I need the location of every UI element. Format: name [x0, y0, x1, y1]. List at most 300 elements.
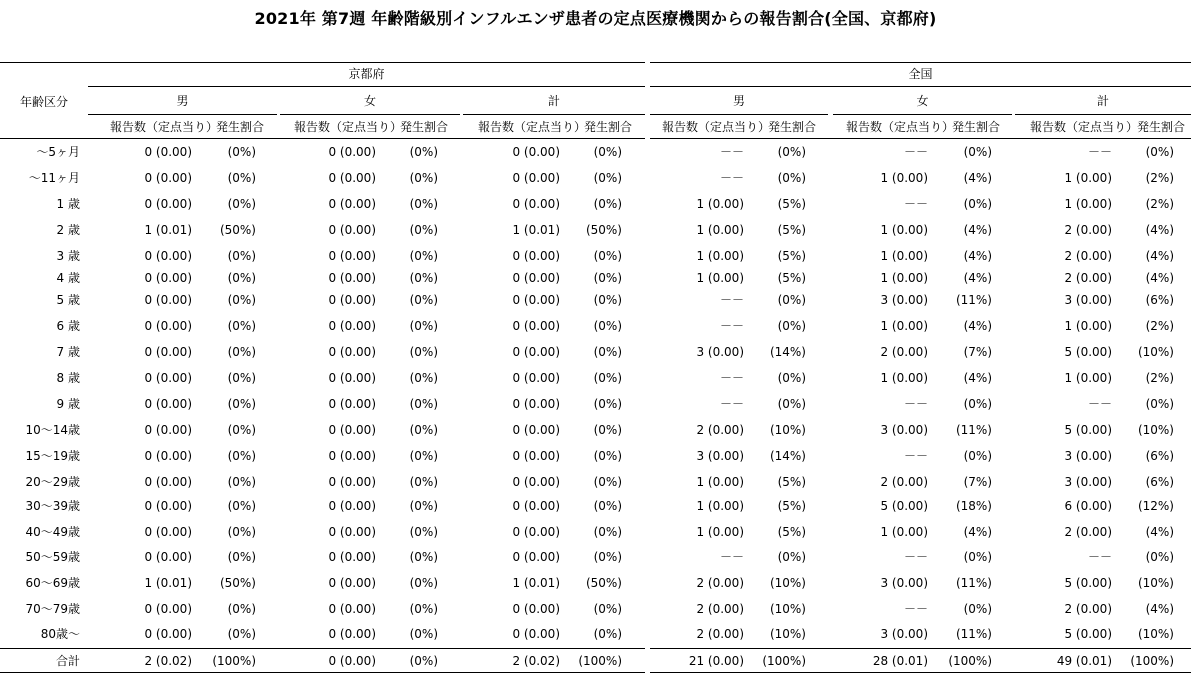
table-row-age-label: 6 歳 — [56, 319, 80, 333]
sex-underline — [833, 114, 1012, 115]
table-row-age-label: 4 歳 — [56, 271, 80, 285]
report-rate: (0%) — [593, 371, 622, 385]
report-rate: (10%) — [1137, 423, 1174, 437]
report-rate: (10%) — [769, 576, 806, 590]
table-row-age-label: 〜5ヶ月 — [36, 145, 80, 159]
report-count: －－ — [903, 602, 928, 616]
rate-column-header: 発生割合 — [952, 120, 1001, 134]
region-underline — [88, 86, 645, 87]
report-count: 3 (0.00) — [1064, 475, 1112, 489]
report-rate: (4%) — [1145, 525, 1174, 539]
sex-header: 女 — [363, 94, 376, 108]
report-rate: (0%) — [227, 345, 256, 359]
report-rate: (5%) — [777, 197, 806, 211]
report-rate: (100%) — [578, 654, 622, 668]
report-count: 0 (0.00) — [328, 627, 376, 641]
report-count: 0 (0.00) — [144, 171, 192, 185]
table-row-age-label: 1 歳 — [56, 197, 80, 211]
report-rate: (0%) — [227, 475, 256, 489]
report-count: 0 (0.00) — [328, 345, 376, 359]
report-count: 2 (0.00) — [880, 345, 928, 359]
report-count: 0 (0.00) — [328, 576, 376, 590]
report-rate: (2%) — [1145, 197, 1174, 211]
sex-header: 女 — [916, 94, 929, 108]
report-rate: (0%) — [227, 145, 256, 159]
report-rate: (0%) — [593, 271, 622, 285]
sex-header: 計 — [1096, 94, 1109, 108]
rate-column-header: 発生割合 — [768, 120, 817, 134]
table-row-age-label: 70〜79歳 — [25, 602, 80, 616]
report-count: 0 (0.00) — [328, 223, 376, 237]
report-count: 3 (0.00) — [880, 627, 928, 641]
report-rate: (0%) — [593, 627, 622, 641]
report-count: 0 (0.00) — [512, 397, 560, 411]
report-count: 0 (0.00) — [328, 293, 376, 307]
table-row-age-label: 2 歳 — [56, 223, 80, 237]
report-count: 0 (0.00) — [512, 145, 560, 159]
sex-underline — [650, 114, 828, 115]
report-count: 3 (0.00) — [880, 293, 928, 307]
table-row-age-label: 7 歳 — [56, 345, 80, 359]
table-row-age-label: 5 歳 — [56, 293, 80, 307]
report-rate: (0%) — [227, 499, 256, 513]
report-count: 0 (0.00) — [512, 525, 560, 539]
report-count: 0 (0.00) — [512, 171, 560, 185]
report-rate: (2%) — [1145, 171, 1174, 185]
report-rate: (100%) — [762, 654, 806, 668]
report-rate: (4%) — [963, 371, 992, 385]
report-count: －－ — [719, 371, 744, 385]
total-row-age-label: 合計 — [55, 654, 80, 668]
table-row-age-label: 50〜59歳 — [25, 550, 80, 564]
report-rate: (4%) — [963, 271, 992, 285]
report-rate: (0%) — [227, 423, 256, 437]
count-column-header: 報告数（定点当り） — [846, 120, 955, 134]
report-count: 0 (0.00) — [512, 602, 560, 616]
report-rate: (12%) — [1137, 499, 1174, 513]
report-rate: (0%) — [593, 171, 622, 185]
report-rate: (0%) — [409, 319, 438, 333]
report-count: 0 (0.00) — [512, 345, 560, 359]
report-count: 1 (0.00) — [696, 525, 744, 539]
bottom-rule — [650, 672, 1191, 673]
report-rate: (0%) — [409, 525, 438, 539]
report-rate: (0%) — [227, 319, 256, 333]
report-count: 0 (0.00) — [144, 371, 192, 385]
header-bottom-rule — [0, 138, 645, 139]
sex-underline — [463, 114, 645, 115]
report-rate: (0%) — [777, 397, 806, 411]
report-count: 0 (0.00) — [512, 249, 560, 263]
report-count: 2 (0.00) — [1064, 271, 1112, 285]
report-rate: (6%) — [1145, 475, 1174, 489]
report-rate: (5%) — [777, 499, 806, 513]
report-rate: (0%) — [227, 197, 256, 211]
report-count: 0 (0.00) — [144, 627, 192, 641]
report-count: 0 (0.00) — [144, 475, 192, 489]
report-count: 3 (0.00) — [696, 449, 744, 463]
report-rate: (0%) — [409, 197, 438, 211]
report-count: 1 (0.00) — [696, 249, 744, 263]
report-count: 1 (0.00) — [696, 271, 744, 285]
report-count: 0 (0.00) — [512, 550, 560, 564]
report-count: 0 (0.00) — [144, 397, 192, 411]
report-rate: (2%) — [1145, 319, 1174, 333]
report-rate: (4%) — [963, 171, 992, 185]
report-count: －－ — [1087, 397, 1112, 411]
report-count: 5 (0.00) — [1064, 576, 1112, 590]
report-rate: (0%) — [409, 550, 438, 564]
count-column-header: 報告数（定点当り） — [478, 120, 587, 134]
report-rate: (100%) — [948, 654, 992, 668]
table-row-age-label: 20〜29歳 — [25, 475, 80, 489]
table-row-age-label: 9 歳 — [56, 397, 80, 411]
report-rate: (0%) — [777, 171, 806, 185]
report-rate: (0%) — [777, 371, 806, 385]
report-count: 0 (0.00) — [144, 602, 192, 616]
report-count: 5 (0.00) — [1064, 627, 1112, 641]
report-rate: (0%) — [777, 293, 806, 307]
sex-header: 男 — [732, 94, 745, 108]
report-count: －－ — [903, 197, 928, 211]
report-rate: (0%) — [963, 397, 992, 411]
report-count: －－ — [1087, 145, 1112, 159]
report-count: 1 (0.00) — [696, 499, 744, 513]
report-rate: (0%) — [409, 223, 438, 237]
report-rate: (0%) — [1145, 550, 1174, 564]
report-rate: (10%) — [769, 602, 806, 616]
report-count: 0 (0.00) — [144, 197, 192, 211]
report-count: 1 (0.00) — [1064, 197, 1112, 211]
report-rate: (0%) — [227, 602, 256, 616]
table-row-age-label: 10〜14歳 — [25, 423, 80, 437]
report-count: 1 (0.00) — [880, 319, 928, 333]
report-rate: (0%) — [227, 371, 256, 385]
report-rate: (0%) — [409, 171, 438, 185]
table-row-age-label: 40〜49歳 — [25, 525, 80, 539]
report-rate: (100%) — [212, 654, 256, 668]
report-rate: (4%) — [1145, 223, 1174, 237]
report-count: 2 (0.00) — [696, 423, 744, 437]
rate-column-header: 発生割合 — [216, 120, 265, 134]
report-count: 5 (0.00) — [1064, 345, 1112, 359]
report-count: 0 (0.00) — [144, 550, 192, 564]
report-count: 0 (0.00) — [328, 171, 376, 185]
header-bottom-rule — [650, 138, 1191, 139]
table-row-age-label: 80歳〜 — [40, 627, 80, 641]
report-count: －－ — [903, 550, 928, 564]
report-count: －－ — [719, 171, 744, 185]
report-rate: (0%) — [409, 249, 438, 263]
report-count: 0 (0.00) — [512, 449, 560, 463]
report-rate: (4%) — [1145, 271, 1174, 285]
report-rate: (0%) — [1145, 145, 1174, 159]
report-rate: (4%) — [963, 525, 992, 539]
report-rate: (11%) — [955, 423, 992, 437]
report-count: 1 (0.00) — [696, 197, 744, 211]
region-header: 全国 — [908, 67, 933, 81]
report-rate: (10%) — [769, 627, 806, 641]
report-count: －－ — [719, 145, 744, 159]
report-rate: (0%) — [593, 145, 622, 159]
report-rate: (0%) — [593, 293, 622, 307]
report-count: 3 (0.00) — [1064, 449, 1112, 463]
report-count: 1 (0.00) — [880, 371, 928, 385]
report-rate: (0%) — [227, 271, 256, 285]
report-rate: (5%) — [777, 475, 806, 489]
report-rate: (0%) — [593, 345, 622, 359]
report-count: 3 (0.00) — [880, 423, 928, 437]
report-rate: (0%) — [409, 654, 438, 668]
table-row-age-label: 60〜69歳 — [25, 576, 80, 590]
report-rate: (0%) — [227, 171, 256, 185]
report-rate: (0%) — [593, 423, 622, 437]
rate-column-header: 発生割合 — [584, 120, 633, 134]
report-count: 2 (0.00) — [880, 475, 928, 489]
report-rate: (0%) — [593, 475, 622, 489]
count-column-header: 報告数（定点当り） — [294, 120, 403, 134]
total-top-rule — [0, 648, 645, 649]
report-rate: (0%) — [963, 197, 992, 211]
report-rate: (4%) — [1145, 602, 1174, 616]
report-rate: (4%) — [963, 319, 992, 333]
report-rate: (0%) — [593, 525, 622, 539]
report-count: 0 (0.00) — [512, 475, 560, 489]
report-rate: (50%) — [585, 576, 622, 590]
report-rate: (0%) — [409, 371, 438, 385]
report-rate: (0%) — [409, 576, 438, 590]
report-rate: (0%) — [409, 423, 438, 437]
report-rate: (0%) — [593, 397, 622, 411]
report-count: 2 (0.00) — [1064, 602, 1112, 616]
report-rate: (14%) — [769, 345, 806, 359]
report-count: 1 (0.00) — [1064, 171, 1112, 185]
report-rate: (0%) — [227, 397, 256, 411]
report-count: 3 (0.00) — [880, 576, 928, 590]
report-count: 0 (0.00) — [144, 249, 192, 263]
report-count: 2 (0.00) — [1064, 525, 1112, 539]
report-count: 0 (0.00) — [328, 654, 376, 668]
report-count: 2 (0.02) — [512, 654, 560, 668]
report-count: －－ — [903, 145, 928, 159]
report-count: 0 (0.00) — [512, 423, 560, 437]
report-rate: (5%) — [777, 223, 806, 237]
report-rate: (100%) — [1130, 654, 1174, 668]
report-count: 1 (0.00) — [880, 223, 928, 237]
report-rate: (0%) — [409, 499, 438, 513]
report-count: 0 (0.00) — [144, 449, 192, 463]
report-count: 1 (0.00) — [880, 525, 928, 539]
report-rate: (50%) — [219, 576, 256, 590]
report-count: 6 (0.00) — [1064, 499, 1112, 513]
table-row-age-label: 15〜19歳 — [25, 449, 80, 463]
report-count: 0 (0.00) — [328, 319, 376, 333]
report-count: －－ — [719, 550, 744, 564]
report-count: 0 (0.00) — [328, 525, 376, 539]
sex-header: 計 — [547, 94, 560, 108]
report-rate: (0%) — [593, 319, 622, 333]
table-row-age-label: 30〜39歳 — [25, 499, 80, 513]
report-rate: (0%) — [409, 627, 438, 641]
report-rate: (0%) — [227, 550, 256, 564]
report-count: 0 (0.00) — [144, 271, 192, 285]
report-count: 0 (0.00) — [328, 449, 376, 463]
report-rate: (0%) — [409, 145, 438, 159]
report-rate: (0%) — [409, 475, 438, 489]
report-count: 1 (0.01) — [512, 576, 560, 590]
report-count: 0 (0.00) — [144, 293, 192, 307]
report-rate: (6%) — [1145, 293, 1174, 307]
report-count: 0 (0.00) — [144, 423, 192, 437]
sex-underline — [280, 114, 460, 115]
rate-column-header: 発生割合 — [400, 120, 449, 134]
report-rate: (5%) — [777, 271, 806, 285]
report-count: 0 (0.00) — [328, 271, 376, 285]
report-count: －－ — [903, 449, 928, 463]
sex-underline — [1015, 114, 1191, 115]
report-count: 5 (0.00) — [880, 499, 928, 513]
report-rate: (10%) — [1137, 576, 1174, 590]
top-rule — [650, 62, 1191, 63]
report-count: 1 (0.01) — [144, 223, 192, 237]
report-count: 0 (0.00) — [328, 197, 376, 211]
count-column-header: 報告数（定点当り） — [1030, 120, 1139, 134]
report-count: 2 (0.00) — [1064, 249, 1112, 263]
report-count: 0 (0.00) — [328, 602, 376, 616]
report-rate: (0%) — [593, 602, 622, 616]
report-count: －－ — [903, 397, 928, 411]
report-count: 0 (0.00) — [512, 197, 560, 211]
report-rate: (0%) — [409, 293, 438, 307]
report-rate: (10%) — [769, 423, 806, 437]
report-rate: (10%) — [1137, 627, 1174, 641]
report-count: 0 (0.00) — [328, 145, 376, 159]
count-column-header: 報告数（定点当り） — [110, 120, 219, 134]
report-count: 0 (0.00) — [512, 271, 560, 285]
report-rate: (0%) — [777, 319, 806, 333]
report-count: 2 (0.00) — [1064, 223, 1112, 237]
report-count: 1 (0.00) — [1064, 319, 1112, 333]
report-rate: (7%) — [963, 475, 992, 489]
report-rate: (0%) — [227, 249, 256, 263]
report-rate: (0%) — [409, 397, 438, 411]
report-count: －－ — [719, 319, 744, 333]
report-count: 0 (0.00) — [328, 371, 376, 385]
report-rate: (4%) — [1145, 249, 1174, 263]
report-count: 0 (0.00) — [144, 525, 192, 539]
report-count: 1 (0.00) — [880, 271, 928, 285]
report-rate: (50%) — [585, 223, 622, 237]
table-row-age-label: 8 歳 — [56, 371, 80, 385]
report-count: 2 (0.00) — [696, 627, 744, 641]
report-rate: (0%) — [227, 449, 256, 463]
report-rate: (18%) — [955, 499, 992, 513]
report-rate: (0%) — [409, 449, 438, 463]
report-count: 5 (0.00) — [1064, 423, 1112, 437]
table-row-age-label: 3 歳 — [56, 249, 80, 263]
report-count: 0 (0.00) — [328, 249, 376, 263]
report-count: 28 (0.01) — [872, 654, 928, 668]
report-count: 0 (0.00) — [512, 371, 560, 385]
report-rate: (0%) — [777, 550, 806, 564]
report-count: 0 (0.00) — [328, 475, 376, 489]
report-rate: (4%) — [963, 249, 992, 263]
total-top-rule — [650, 648, 1191, 649]
report-rate: (7%) — [963, 345, 992, 359]
report-rate: (0%) — [409, 345, 438, 359]
report-count: 1 (0.01) — [144, 576, 192, 590]
report-rate: (0%) — [593, 197, 622, 211]
report-rate: (0%) — [593, 550, 622, 564]
report-count: 2 (0.00) — [696, 576, 744, 590]
report-rate: (11%) — [955, 627, 992, 641]
report-count: －－ — [719, 397, 744, 411]
report-count: 1 (0.00) — [696, 223, 744, 237]
report-rate: (0%) — [963, 449, 992, 463]
report-rate: (0%) — [777, 145, 806, 159]
report-count: 0 (0.00) — [512, 499, 560, 513]
report-rate: (4%) — [963, 223, 992, 237]
top-rule — [0, 62, 645, 63]
report-count: 1 (0.00) — [1064, 371, 1112, 385]
report-rate: (0%) — [593, 499, 622, 513]
page-title: 2021年 第7週 年齢階級別インフルエンザ患者の定点医療機関からの報告割合(全国、京都府) — [254, 9, 937, 28]
report-rate: (0%) — [963, 550, 992, 564]
report-rate: (2%) — [1145, 371, 1174, 385]
report-count: 1 (0.00) — [696, 475, 744, 489]
report-count: 3 (0.00) — [696, 345, 744, 359]
report-rate: (5%) — [777, 249, 806, 263]
report-count: 1 (0.00) — [880, 249, 928, 263]
report-count: 0 (0.00) — [512, 627, 560, 641]
sex-underline — [88, 114, 277, 115]
report-rate: (0%) — [963, 145, 992, 159]
report-rate: (0%) — [227, 293, 256, 307]
report-count: 0 (0.00) — [328, 499, 376, 513]
report-rate: (10%) — [1137, 345, 1174, 359]
report-count: 49 (0.01) — [1056, 654, 1112, 668]
report-rate: (11%) — [955, 576, 992, 590]
report-count: 0 (0.00) — [328, 550, 376, 564]
report-rate: (0%) — [409, 602, 438, 616]
bottom-rule — [0, 672, 645, 673]
report-count: 0 (0.00) — [512, 293, 560, 307]
report-count: 0 (0.00) — [512, 319, 560, 333]
sex-header: 男 — [176, 94, 189, 108]
region-header: 京都府 — [348, 67, 385, 81]
report-count: 2 (0.02) — [144, 654, 192, 668]
report-count: 3 (0.00) — [1064, 293, 1112, 307]
report-count: 1 (0.01) — [512, 223, 560, 237]
report-count: －－ — [1087, 550, 1112, 564]
report-rate: (5%) — [777, 525, 806, 539]
rate-column-header: 発生割合 — [1137, 120, 1186, 134]
report-count: 0 (0.00) — [144, 145, 192, 159]
report-rate: (0%) — [593, 449, 622, 463]
table-row-age-label: 〜11ヶ月 — [28, 171, 80, 185]
report-rate: (0%) — [227, 627, 256, 641]
count-column-header: 報告数（定点当り） — [662, 120, 771, 134]
row-label-header: 年齢区分 — [19, 95, 68, 109]
report-count: 1 (0.00) — [880, 171, 928, 185]
report-rate: (0%) — [1145, 397, 1174, 411]
report-rate: (0%) — [593, 249, 622, 263]
report-count: 21 (0.00) — [688, 654, 744, 668]
report-count: 0 (0.00) — [144, 345, 192, 359]
report-count: 2 (0.00) — [696, 602, 744, 616]
report-rate: (0%) — [227, 525, 256, 539]
report-rate: (11%) — [955, 293, 992, 307]
